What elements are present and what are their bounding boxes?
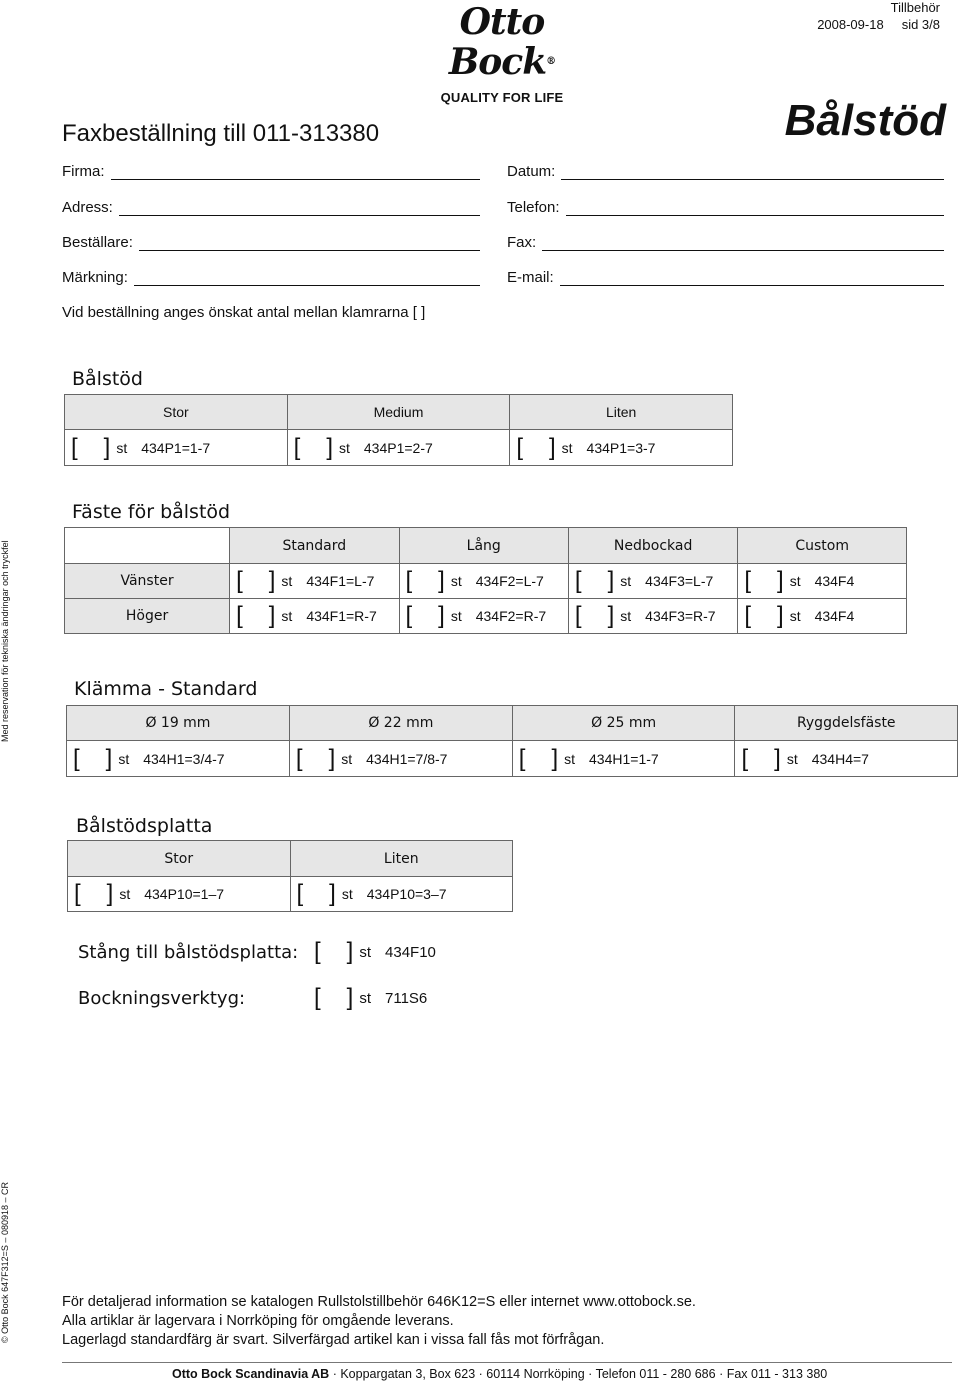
order-cell[interactable] — [287, 430, 510, 466]
input-line[interactable] — [119, 201, 480, 216]
col-header: Ø 19 mm — [67, 706, 290, 741]
side-copyright: © Otto Bock 647F312=S – 080918 – CR — [0, 1182, 10, 1343]
col-header: Medium — [287, 395, 510, 430]
header-page: sid 3/8 — [901, 17, 940, 32]
bracket-open: [ — [295, 744, 303, 772]
bracket-close: ] — [774, 744, 781, 772]
bracket-open: [ — [236, 567, 243, 594]
address-details: · Koppargatan 3, Box 623 · 60114 Norrköping · Telefon 011 - 280 686 · Fax 011 - 313 380 — [329, 1367, 828, 1381]
order-cell[interactable] — [399, 599, 568, 634]
telefon-field[interactable] — [507, 199, 944, 216]
col-header: Liten — [510, 395, 733, 430]
article-code: 434H1=3/4-7 — [143, 750, 225, 767]
bracket-open: [ — [74, 880, 81, 907]
order-cell[interactable] — [65, 430, 288, 466]
col-header: Nedbockad — [568, 528, 737, 564]
email-field[interactable] — [507, 269, 944, 286]
bracket-open: [ — [516, 433, 523, 461]
article-code: 434F10 — [385, 943, 436, 961]
order-cell[interactable] — [510, 430, 733, 466]
unit-label: st — [339, 439, 350, 456]
unit-label: st — [786, 750, 798, 767]
balstod-table — [64, 394, 733, 466]
article-code: 434P10=1–7 — [144, 886, 225, 902]
order-cell[interactable] — [290, 877, 513, 912]
bracket-open: [ — [71, 433, 78, 461]
row-header: Vänster — [65, 564, 230, 599]
unit-label: st — [281, 608, 293, 624]
bracket-close: ] — [777, 567, 784, 594]
bracket-close: ] — [346, 938, 354, 965]
order-cell[interactable] — [289, 741, 512, 777]
input-line[interactable] — [542, 236, 944, 251]
article-code: 434P1=3-7 — [586, 439, 656, 456]
unit-label: st — [116, 439, 128, 456]
unit-label: st — [789, 608, 801, 624]
unit-label: st — [620, 573, 632, 589]
col-header: Stor — [65, 395, 288, 430]
klamma-table — [66, 705, 958, 777]
article-code: 434F4 — [814, 608, 855, 624]
bracket-close: ] — [326, 433, 333, 461]
article-code: 711S6 — [385, 989, 428, 1007]
order-cell[interactable] — [399, 564, 568, 599]
row-header: Höger — [65, 599, 230, 634]
order-cell[interactable] — [568, 564, 737, 599]
bracket-open: [ — [293, 433, 301, 461]
article-code: 434P1=2-7 — [363, 439, 433, 456]
bracket-close: ] — [607, 567, 615, 594]
unit-label: st — [341, 750, 353, 767]
field-label: Fax: — [507, 234, 537, 251]
bockning-label: Bockningsverktyg: — [78, 988, 246, 1009]
bockning-order[interactable] — [314, 986, 427, 1010]
order-cell[interactable] — [230, 564, 399, 599]
col-header: Ø 22 mm — [289, 706, 512, 741]
bracket-open: [ — [314, 984, 321, 1011]
article-code: 434P1=1-7 — [141, 439, 211, 456]
field-label: Märkning: — [62, 269, 128, 286]
article-code: 434F1=L-7 — [306, 573, 375, 589]
bracket-close: ] — [103, 433, 111, 461]
bracket-close: ] — [268, 567, 276, 594]
col-header: Stor — [68, 841, 291, 877]
unit-label: st — [620, 608, 632, 624]
bracket-open: [ — [405, 602, 413, 629]
header-meta — [817, 0, 940, 33]
section-title-platta: Bålstödsplatta — [76, 815, 213, 837]
unit-label: st — [450, 573, 462, 589]
article-code: 434F4 — [814, 573, 855, 589]
order-cell[interactable] — [738, 564, 907, 599]
logo-tagline: QUALITY FOR LIFE — [440, 90, 564, 105]
bracket-close: ] — [105, 744, 113, 772]
instruction-text: Vid beställning anges önskat antal mellan klamrarna [ ] — [62, 304, 426, 321]
section-title-balstod: Bålstöd — [72, 368, 143, 390]
article-code: 434F3=L-7 — [645, 573, 714, 589]
col-header: Liten — [290, 841, 513, 877]
unit-label: st — [359, 943, 372, 961]
bracket-close: ] — [328, 744, 336, 772]
bracket-open: [ — [744, 567, 752, 594]
article-code: 434H1=7/8-7 — [366, 750, 448, 767]
bracket-close: ] — [106, 880, 114, 907]
col-header: Ryggdelsfäste — [735, 706, 958, 741]
article-code: 434F2=L-7 — [475, 573, 544, 589]
bracket-close: ] — [548, 433, 556, 461]
bracket-open: [ — [741, 744, 749, 772]
bracket-close: ] — [329, 880, 336, 907]
col-header: Lång — [399, 528, 568, 564]
bracket-open: [ — [296, 880, 304, 907]
article-code: 434H4=7 — [811, 750, 869, 767]
field-label: Telefon: — [507, 199, 560, 216]
bracket-close: ] — [346, 984, 354, 1011]
fax-field[interactable] — [507, 234, 944, 251]
bracket-open: [ — [314, 938, 321, 965]
stang-order[interactable] — [314, 940, 436, 964]
article-code: 434P10=3–7 — [366, 886, 447, 902]
unit-label: st — [119, 886, 131, 902]
page-title: Bålstöd — [784, 96, 946, 145]
unit-label: st — [281, 573, 293, 589]
col-header: Standard — [230, 528, 399, 564]
side-note: Med reservation för tekniska ändringar och tryckfel — [0, 540, 10, 742]
article-code: 434F1=R-7 — [306, 608, 377, 624]
order-cell[interactable] — [68, 877, 291, 912]
header-category: Tillbehör — [890, 0, 940, 15]
bracket-open: [ — [574, 567, 582, 594]
bracket-close: ] — [607, 602, 615, 629]
col-header: Ø 25 mm — [512, 706, 735, 741]
field-label: Beställare: — [62, 234, 133, 251]
input-line[interactable] — [566, 201, 944, 216]
faste-table — [64, 527, 907, 634]
footer-line: För detaljerad information se katalogen Rullstolstillbehör 646K12=S eller internet www.ottobock.se. — [62, 1294, 696, 1310]
fax-title: Faxbeställning till 011-313380 — [62, 120, 380, 147]
field-label: Datum: — [507, 163, 556, 180]
firma-field[interactable] — [62, 163, 480, 180]
article-code: 434H1=1-7 — [589, 750, 659, 767]
unit-label: st — [359, 989, 372, 1007]
order-cell[interactable] — [735, 741, 958, 777]
bracket-open: [ — [73, 744, 80, 772]
company-address — [172, 1367, 827, 1381]
order-cell[interactable] — [230, 599, 399, 634]
bracket-close: ] — [438, 567, 445, 594]
col-header: Custom — [738, 528, 907, 564]
field-label: Firma: — [62, 163, 105, 180]
company-name: Otto Bock Scandinavia AB — [172, 1367, 330, 1381]
footer-line: Alla artiklar är lagervara i Norrköping för omgående leverans. — [62, 1313, 454, 1329]
unit-label: st — [789, 573, 801, 589]
unit-label: st — [564, 750, 576, 767]
order-cell[interactable] — [512, 741, 735, 777]
logo-wordmark: Otto Bock® — [448, 1, 556, 83]
input-line[interactable] — [134, 271, 480, 286]
order-cell[interactable] — [738, 599, 907, 634]
bracket-close: ] — [777, 602, 784, 629]
bracket-open: [ — [744, 602, 752, 629]
article-code: 434F3=R-7 — [645, 608, 716, 624]
footer-divider — [62, 1362, 952, 1363]
bracket-open: [ — [518, 744, 526, 772]
platta-table — [67, 840, 513, 912]
order-cell[interactable] — [67, 741, 290, 777]
bracket-open: [ — [405, 567, 413, 594]
footer-notes — [62, 1293, 696, 1350]
order-cell[interactable] — [568, 599, 737, 634]
unit-label: st — [561, 439, 573, 456]
bracket-close: ] — [551, 744, 559, 772]
otto-bock-logo — [412, 2, 592, 105]
input-line[interactable] — [560, 271, 944, 286]
adress-field[interactable] — [62, 199, 480, 216]
registered-mark-icon: ® — [546, 56, 556, 67]
field-label: E-mail: — [507, 269, 554, 286]
bracket-close: ] — [268, 602, 276, 629]
section-title-klamma: Klämma - Standard — [74, 678, 258, 700]
input-line[interactable] — [111, 165, 481, 180]
datum-field[interactable] — [507, 163, 944, 180]
footer-line: Lagerlagd standardfärg är svart. Silverfärgad artikel kan i vissa fall fås mot förfrågan. — [62, 1332, 605, 1348]
unit-label: st — [450, 608, 462, 624]
section-title-faste: Fäste för bålstöd — [72, 501, 231, 523]
input-line[interactable] — [139, 236, 480, 251]
empty-corner-cell — [65, 528, 230, 564]
field-label: Adress: — [62, 199, 113, 216]
header-date: 2008-09-18 — [817, 17, 884, 32]
unit-label: st — [118, 750, 130, 767]
stang-label: Stång till bålstödsplatta: — [78, 942, 299, 963]
bestallare-field[interactable] — [62, 234, 480, 251]
markning-field[interactable] — [62, 269, 480, 286]
unit-label: st — [341, 886, 353, 902]
bracket-open: [ — [574, 602, 582, 629]
bracket-open: [ — [236, 602, 243, 629]
bracket-close: ] — [438, 602, 445, 629]
article-code: 434F2=R-7 — [475, 608, 547, 624]
input-line[interactable] — [561, 165, 944, 180]
